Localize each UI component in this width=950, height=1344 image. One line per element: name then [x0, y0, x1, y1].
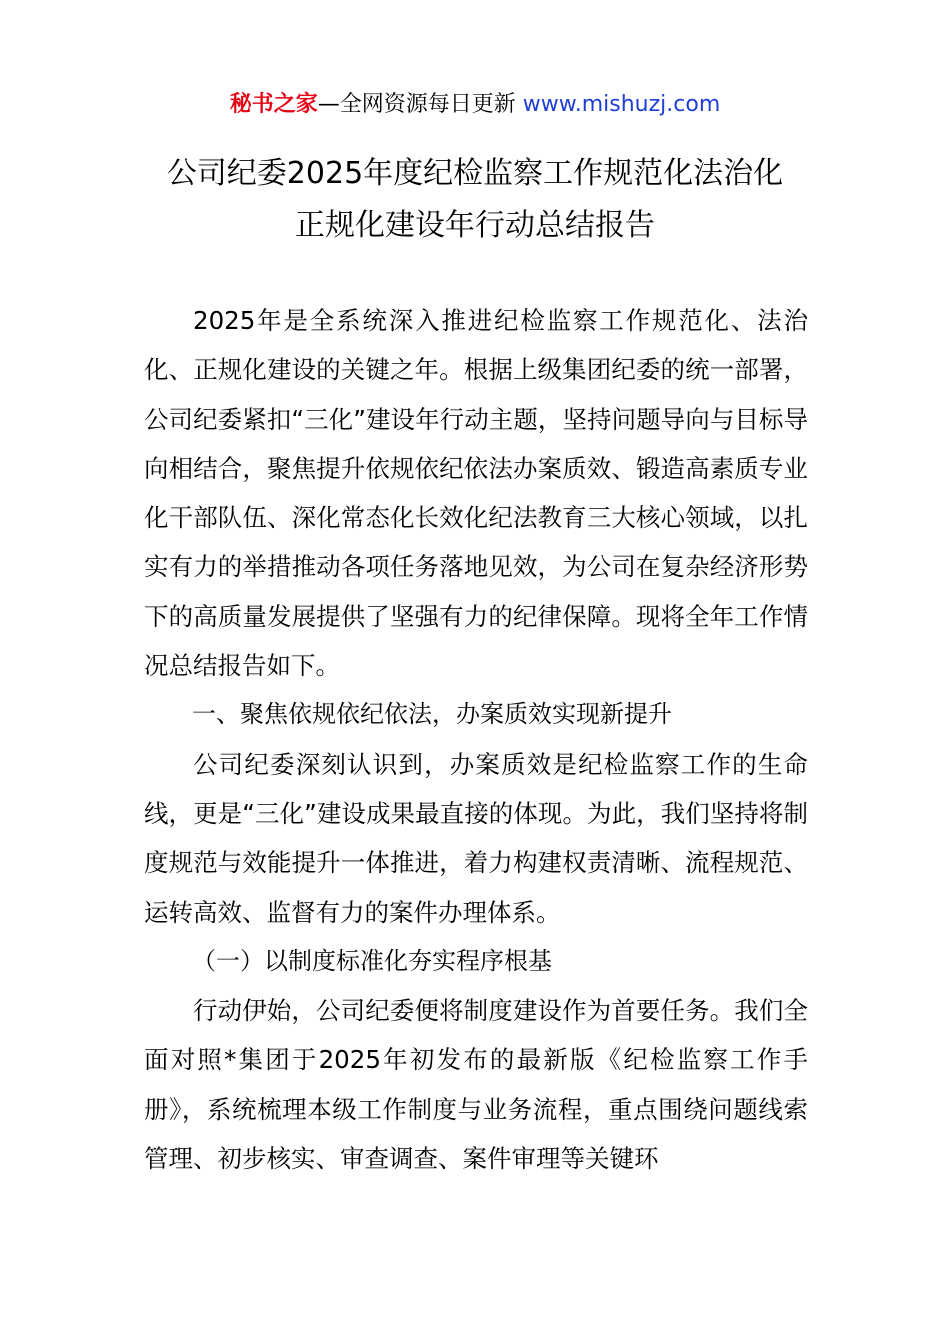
- document-body: [144, 296, 808, 1183]
- site-brand: 秘书之家: [229, 92, 318, 117]
- site-slogan: —全网资源每日更新: [317, 92, 516, 117]
- site-url-link[interactable]: www.mishuzj.com: [522, 92, 721, 117]
- site-header: [0, 89, 950, 121]
- subsection-heading-1: （一）以制度标准化夯实程序根基: [192, 946, 552, 975]
- title-line-1: 公司纪委2025年度纪检监察工作规范化法治化: [166, 156, 784, 191]
- paragraph-subsection-1: 行动伊始，公司纪委便将制度建设作为首要任务。我们全面对照*集团于2025年初发布的最新版《纪检监察工作手册》，系统梳理本级工作制度与业务流程，重点围绕问题线索管理、初步核实、审查调查、案件审理等关键环: [144, 996, 808, 1174]
- paragraph-intro: 2025年是全系统深入推进纪检监察工作规范化、法治化、正规化建设的关键之年。根据上级集团纪委的统一部署，公司纪委紧扣“三化”建设年行动主题，坚持问题导向与目标导向相结合，聚焦提升依规依纪依法办案质效、锻造高素质专业化干部队伍、深化常态化长效化纪法教育三大核心领域，以扎实有力的举措推动各项任务落地见效，为公司在复杂经济形势下的高质量发展提供了坚强有力的纪律保障。现将全年工作情况总结报告如下。: [144, 306, 808, 681]
- paragraph-section-1: 公司纪委深刻认识到，办案质效是纪检监察工作的生命线，更是“三化”建设成果最直接的体现。为此，我们坚持将制度规范与效能提升一体推进，着力构建权责清晰、流程规范、运转高效、监督有力的案件办理体系。: [144, 749, 808, 927]
- title-line-2: 正规化建设年行动总结报告: [295, 208, 655, 243]
- section-heading-1: 一、聚焦依规依纪依法，办案质效实现新提升: [192, 700, 672, 729]
- document-title: [100, 148, 850, 252]
